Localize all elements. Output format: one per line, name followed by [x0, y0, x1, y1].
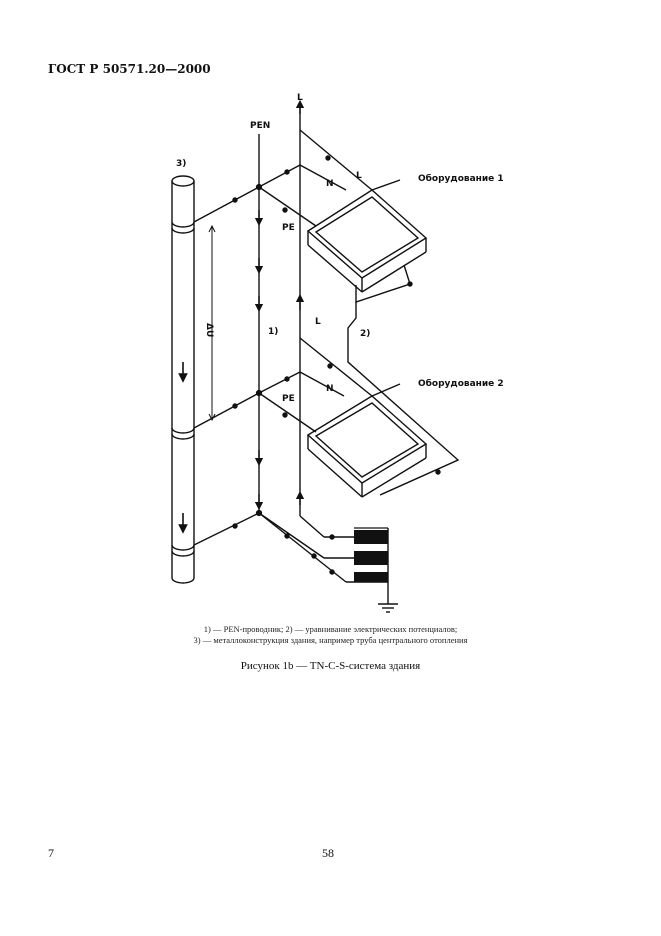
- label-pe-2: PE: [282, 394, 295, 404]
- equipment-2-box: [308, 384, 440, 497]
- transformer-windings: [354, 528, 388, 604]
- label-delta-u: ΔU: [204, 323, 214, 338]
- label-ref-3: 3): [176, 159, 187, 169]
- label-pe-1: PE: [282, 223, 295, 233]
- label-n-2: N: [326, 384, 334, 394]
- page-left-number: 7: [48, 846, 54, 860]
- label-l-2: L: [315, 317, 321, 327]
- label-ref-2: 2): [360, 329, 371, 339]
- label-ref-1: 1): [268, 327, 279, 337]
- page-number: 58: [322, 846, 334, 860]
- note-line-1: 1) — PEN-проводник; 2) — уравнивание электрических потенциалов;: [203, 624, 458, 634]
- document-header: ГОСТ Р 50571.20—2000: [48, 62, 211, 76]
- lower-bonding-connections: [194, 338, 372, 432]
- ground-symbol: [378, 604, 398, 612]
- figure-notes: [0, 624, 661, 646]
- label-equipment-1: Оборудование 1: [418, 174, 504, 184]
- label-n-1: N: [326, 179, 334, 189]
- label-l-1: L: [356, 171, 362, 181]
- upper-bonding-connections: [194, 130, 372, 226]
- bottom-connections: [194, 511, 388, 582]
- note-line-2: 3) — металлоконструкция здания, например труба центрального отопления: [193, 635, 468, 645]
- label-l-top: L: [297, 93, 303, 103]
- label-pen: PEN: [250, 121, 271, 131]
- label-equipment-2: Оборудование 2: [418, 379, 504, 389]
- figure-caption: Рисунок 1b — TN-C-S-система здания: [240, 660, 421, 672]
- equipment-1-box: [308, 180, 426, 302]
